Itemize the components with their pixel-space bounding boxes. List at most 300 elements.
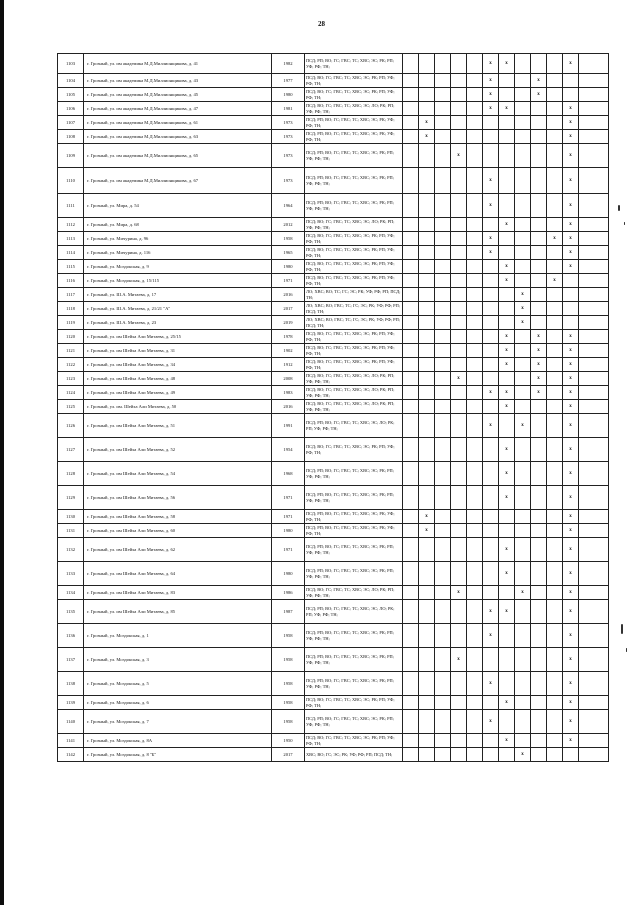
table-row <box>58 232 609 246</box>
mark-cell <box>579 358 609 372</box>
mark-cell <box>515 696 531 710</box>
mark-cell <box>403 710 419 734</box>
mark-cell <box>403 232 419 246</box>
mark-cell <box>467 372 483 386</box>
mark-cell <box>467 624 483 648</box>
mark-cell <box>419 524 435 538</box>
x-mark: x <box>425 528 428 533</box>
x-mark: x <box>569 423 572 428</box>
mark-cell <box>451 288 467 302</box>
mark-cell <box>531 600 547 624</box>
mark-cell <box>547 316 563 330</box>
x-mark: x <box>489 423 492 428</box>
mark-cell <box>403 600 419 624</box>
mark-cell <box>419 330 435 344</box>
x-mark: x <box>505 571 508 576</box>
x-mark: x <box>457 657 460 662</box>
mark-cell <box>563 438 579 462</box>
systems-cell: ПСД; РП; ВО; ГС; ГВС; ТС; ХВС; ЭС; РК; РП; УФ; РФ; ТН; <box>305 168 403 194</box>
mark-cell <box>467 302 483 316</box>
mark-cell <box>579 344 609 358</box>
mark-cell <box>579 302 609 316</box>
mark-cell <box>403 54 419 74</box>
mark-cell <box>451 74 467 88</box>
x-mark: x <box>569 514 572 519</box>
mark-cell <box>483 748 499 762</box>
x-mark: x <box>505 495 508 500</box>
mark-cell <box>579 672 609 696</box>
x-mark: x <box>505 609 508 614</box>
mark-cell <box>483 54 499 74</box>
year-cell: 1971 <box>272 510 305 524</box>
mark-cell <box>579 600 609 624</box>
mark-cell <box>419 586 435 600</box>
mark-cell <box>499 116 515 130</box>
page-number: 28 <box>318 20 325 28</box>
table-row <box>58 288 609 302</box>
mark-cell <box>483 624 499 648</box>
mark-cell <box>451 648 467 672</box>
mark-cell <box>547 510 563 524</box>
mark-cell <box>547 144 563 168</box>
mark-cell <box>563 116 579 130</box>
address-cell: г. Грозный, ул. им Шейха Али Митаева, д. 56 <box>84 486 272 510</box>
mark-cell <box>467 696 483 710</box>
mark-cell <box>531 344 547 358</box>
row-number-cell: 1135 <box>58 600 84 624</box>
mark-cell <box>531 648 547 672</box>
row-number-cell: 1126 <box>58 414 84 438</box>
mark-cell <box>499 102 515 116</box>
mark-cell <box>483 88 499 102</box>
x-mark: x <box>505 264 508 269</box>
table-row <box>58 562 609 586</box>
mark-cell <box>499 696 515 710</box>
systems-cell: ЛО; ХВС; ВО; ТС; ГС; ЭС; РК; УФ; РФ; РП; ПСД; ТН; <box>305 288 403 302</box>
mark-cell <box>419 344 435 358</box>
year-cell: 1958 <box>272 232 305 246</box>
mark-cell <box>467 168 483 194</box>
mark-cell <box>467 74 483 88</box>
row-number-cell: 1115 <box>58 260 84 274</box>
table-row <box>58 524 609 538</box>
mark-cell <box>547 462 563 486</box>
x-mark: x <box>457 590 460 595</box>
mark-cell <box>579 130 609 144</box>
x-mark: x <box>489 633 492 638</box>
x-mark: x <box>521 306 524 311</box>
address-cell: г. Грозный, ул. им Шейха Али Митаева, д. 48 <box>84 372 272 386</box>
mark-cell <box>563 246 579 260</box>
mark-cell <box>563 600 579 624</box>
mark-cell <box>515 54 531 74</box>
mark-cell <box>499 624 515 648</box>
mark-cell <box>547 330 563 344</box>
mark-cell <box>515 538 531 562</box>
mark-cell <box>451 600 467 624</box>
mark-cell <box>499 524 515 538</box>
systems-cell: ПСД; ВО; ГС; ГВС; ТС; ХВС; ЭС; РК; РП; УФ; РФ; ТН; <box>305 260 403 274</box>
address-cell: г. Грозный, ул. Ш.А. Митаева, д. 17 <box>84 288 272 302</box>
systems-cell: ПСД; РП; ВО; ГС; ГВС; ТС; ХВС; ЭС; РК; РП; УФ; РФ; ТН; <box>305 462 403 486</box>
table-row <box>58 372 609 386</box>
mark-cell <box>579 316 609 330</box>
row-number-cell: 1129 <box>58 486 84 510</box>
mark-cell <box>435 438 451 462</box>
year-cell: 1958 <box>272 710 305 734</box>
x-mark: x <box>505 278 508 283</box>
systems-cell: ПСД; РП; ВО; ГС; ГВС; ТС; ХВС; ЭС; ЛО; РК; РП; УФ; РФ; ТН; <box>305 414 403 438</box>
mark-cell <box>419 672 435 696</box>
x-mark: x <box>553 236 556 241</box>
systems-cell: ПСД; ВО; ГС; ГВС; ТС; ХВС; ЭС; РК; РП; УФ; РФ; ТН; <box>305 344 403 358</box>
year-cell: 1980 <box>272 260 305 274</box>
mark-cell <box>499 302 515 316</box>
mark-cell <box>499 486 515 510</box>
mark-cell <box>579 116 609 130</box>
mark-cell <box>483 372 499 386</box>
x-mark: x <box>537 348 540 353</box>
mark-cell <box>467 316 483 330</box>
mark-cell <box>451 748 467 762</box>
mark-cell <box>483 586 499 600</box>
mark-cell <box>515 710 531 734</box>
mark-cell <box>403 438 419 462</box>
table-row <box>58 130 609 144</box>
x-mark: x <box>505 738 508 743</box>
mark-cell <box>499 538 515 562</box>
mark-cell <box>547 486 563 510</box>
address-cell: г. Грозный, ул. им академика М.Д.Миллионщикова, д. 61 <box>84 116 272 130</box>
mark-cell <box>547 232 563 246</box>
table-row <box>58 260 609 274</box>
mark-cell <box>451 194 467 218</box>
address-cell: г. Грозный, ул. им Шейха Али Митаева, д. 62 <box>84 538 272 562</box>
table-row <box>58 302 609 316</box>
mark-cell <box>499 748 515 762</box>
mark-cell <box>563 102 579 116</box>
table-row <box>58 330 609 344</box>
row-number-cell: 1140 <box>58 710 84 734</box>
mark-cell <box>499 462 515 486</box>
mark-cell <box>499 510 515 524</box>
year-cell: 1968 <box>272 462 305 486</box>
table-row <box>58 344 609 358</box>
mark-cell <box>467 386 483 400</box>
x-mark: x <box>505 700 508 705</box>
mark-cell <box>467 486 483 510</box>
year-cell: 2008 <box>272 372 305 386</box>
mark-cell <box>499 88 515 102</box>
mark-cell <box>403 538 419 562</box>
x-mark: x <box>569 264 572 269</box>
mark-cell <box>515 144 531 168</box>
mark-cell <box>483 510 499 524</box>
mark-cell <box>451 316 467 330</box>
systems-cell: ПСД; ВО; ГС; ГВС; ТС; ХВС; ЭС; ЛО; РК; РП; УФ; РФ; ТН; <box>305 586 403 600</box>
mark-cell <box>531 438 547 462</box>
year-cell: 1971 <box>272 274 305 288</box>
mark-cell <box>563 358 579 372</box>
table-row <box>58 510 609 524</box>
mark-cell <box>531 672 547 696</box>
mark-cell <box>515 168 531 194</box>
mark-cell <box>563 218 579 232</box>
mark-cell <box>531 462 547 486</box>
mark-cell <box>547 302 563 316</box>
systems-cell: ПСД; РП; ВО; ГС; ГВС; ТС; ХВС; ЭС; РК; РП; УФ; РФ; ТН; <box>305 562 403 586</box>
systems-cell: ПСД; ВО; ГС; ГВС; ТС; ХВС; ЭС; РК; РП; УФ; РФ; ТН; <box>305 246 403 260</box>
mark-cell <box>563 462 579 486</box>
mark-cell <box>483 274 499 288</box>
mark-cell <box>483 168 499 194</box>
year-cell: 1902 <box>272 344 305 358</box>
mark-cell <box>403 168 419 194</box>
register-body <box>58 54 609 762</box>
mark-cell <box>419 438 435 462</box>
mark-cell <box>435 54 451 74</box>
mark-cell <box>483 414 499 438</box>
mark-cell <box>451 116 467 130</box>
mark-cell <box>435 648 451 672</box>
mark-cell <box>483 260 499 274</box>
mark-cell <box>451 144 467 168</box>
mark-cell <box>515 462 531 486</box>
mark-cell <box>563 316 579 330</box>
mark-cell <box>483 710 499 734</box>
mark-cell <box>531 400 547 414</box>
row-number-cell: 1138 <box>58 672 84 696</box>
year-cell: 2017 <box>272 302 305 316</box>
mark-cell <box>451 400 467 414</box>
address-cell: г. Грозный, ул. им Шейха Али Митаева, д. 49 <box>84 386 272 400</box>
systems-cell: ПСД; РП; ВО; ГС; ГВС; ТС; ХВС; ЭС; РК; РП; УФ; РФ; ТН; <box>305 194 403 218</box>
mark-cell <box>451 696 467 710</box>
address-cell: г. Грозный, ул. им Шейха Али Митаева, д. 60 <box>84 524 272 538</box>
mark-cell <box>419 462 435 486</box>
mark-cell <box>579 218 609 232</box>
mark-cell <box>515 562 531 586</box>
mark-cell <box>531 358 547 372</box>
table-row <box>58 710 609 734</box>
mark-cell <box>531 486 547 510</box>
address-cell: г. Грозный, ул. им Шейха Али Митаева, д. 34 <box>84 358 272 372</box>
address-cell: г. Грозный, ул. Моздокская, д. 3 <box>84 648 272 672</box>
table-row <box>58 586 609 600</box>
mark-cell <box>467 218 483 232</box>
systems-cell: ПСД; ВО; ГС; ГВС; ТС; ХВС; ЭС; РК; РП; УФ; РФ; ТН; <box>305 274 403 288</box>
mark-cell <box>579 510 609 524</box>
mark-cell <box>419 414 435 438</box>
mark-cell <box>579 586 609 600</box>
mark-cell <box>579 168 609 194</box>
mark-cell <box>451 168 467 194</box>
mark-cell <box>547 672 563 696</box>
mark-cell <box>499 194 515 218</box>
mark-cell <box>547 246 563 260</box>
mark-cell <box>531 562 547 586</box>
table-row <box>58 194 609 218</box>
table-row <box>58 748 609 762</box>
year-cell: 1981 <box>272 102 305 116</box>
x-mark: x <box>521 423 524 428</box>
table-row <box>58 358 609 372</box>
mark-cell <box>419 232 435 246</box>
x-mark: x <box>505 61 508 66</box>
year-cell: 1954 <box>272 438 305 462</box>
mark-cell <box>435 260 451 274</box>
mark-cell <box>499 672 515 696</box>
mark-cell <box>403 358 419 372</box>
mark-cell <box>499 218 515 232</box>
row-number-cell: 1127 <box>58 438 84 462</box>
mark-cell <box>515 748 531 762</box>
row-number-cell: 1123 <box>58 372 84 386</box>
systems-cell: ПСД; РП; ВО; ГС; ГВС; ТС; ХВС; ЭС; РК; УФ; РФ; ТН; <box>305 130 403 144</box>
mark-cell <box>563 54 579 74</box>
mark-cell <box>531 288 547 302</box>
address-cell: г. Грозный, ул. Моздокская, д. 15/115 <box>84 274 272 288</box>
mark-cell <box>579 524 609 538</box>
mark-cell <box>435 344 451 358</box>
mark-cell <box>531 130 547 144</box>
mark-cell <box>467 748 483 762</box>
year-cell: 1980 <box>272 524 305 538</box>
mark-cell <box>499 562 515 586</box>
mark-cell <box>419 218 435 232</box>
address-cell: г. Грозный, ул. Моздокская, д. 9 <box>84 260 272 274</box>
mark-cell <box>435 672 451 696</box>
mark-cell <box>467 232 483 246</box>
row-number-cell: 1137 <box>58 648 84 672</box>
x-mark: x <box>569 120 572 125</box>
mark-cell <box>419 372 435 386</box>
mark-cell <box>419 116 435 130</box>
mark-cell <box>467 88 483 102</box>
systems-cell: ПСД; РП; ВО; ГС; ГВС; ТС; ХВС; ЭС; ЛО; РК; РП; УФ; РФ; ТН; <box>305 600 403 624</box>
mark-cell <box>483 438 499 462</box>
mark-cell <box>531 232 547 246</box>
mark-cell <box>483 144 499 168</box>
row-number-cell: 1142 <box>58 748 84 762</box>
systems-cell: ПСД; ВО; ГС; ГВС; ТС; ХВС; ЭС; РК; РП; УФ; РФ; ТН; <box>305 438 403 462</box>
row-number-cell: 1112 <box>58 218 84 232</box>
year-cell: 2019 <box>272 316 305 330</box>
mark-cell <box>403 648 419 672</box>
mark-cell <box>403 414 419 438</box>
mark-cell <box>579 88 609 102</box>
row-number-cell: 1124 <box>58 386 84 400</box>
mark-cell <box>499 734 515 748</box>
mark-cell <box>483 302 499 316</box>
row-number-cell: 1107 <box>58 116 84 130</box>
mark-cell <box>467 710 483 734</box>
mark-cell <box>467 414 483 438</box>
mark-cell <box>483 316 499 330</box>
mark-cell <box>547 116 563 130</box>
table-row <box>58 88 609 102</box>
x-mark: x <box>489 78 492 83</box>
mark-cell <box>435 586 451 600</box>
mark-cell <box>515 74 531 88</box>
year-cell: 1965 <box>272 246 305 260</box>
mark-cell <box>403 330 419 344</box>
mark-cell <box>547 358 563 372</box>
x-mark: x <box>569 590 572 595</box>
x-mark: x <box>553 278 556 283</box>
x-mark: x <box>569 203 572 208</box>
mark-cell <box>403 302 419 316</box>
systems-cell: ПСД; ВО; ГС; ГВС; ТС; ХВС; ЭС; РК; РП; УФ; РФ; ТН; <box>305 734 403 748</box>
mark-cell <box>483 696 499 710</box>
mark-cell <box>403 672 419 696</box>
x-mark: x <box>569 390 572 395</box>
mark-cell <box>483 400 499 414</box>
mark-cell <box>403 586 419 600</box>
year-cell: 1964 <box>272 194 305 218</box>
mark-cell <box>547 696 563 710</box>
mark-cell <box>547 288 563 302</box>
year-cell: 1980 <box>272 88 305 102</box>
systems-cell: ПСД; РП; ВО; ГС; ГВС; ТС; ХВС; ЭС; РК; РП; УФ; РФ; ТН; <box>305 486 403 510</box>
mark-cell <box>499 710 515 734</box>
x-mark: x <box>505 447 508 452</box>
x-mark: x <box>569 222 572 227</box>
row-number-cell: 1113 <box>58 232 84 246</box>
mark-cell <box>579 696 609 710</box>
row-number-cell: 1116 <box>58 274 84 288</box>
scan-speck <box>624 222 625 225</box>
mark-cell <box>451 486 467 510</box>
mark-cell <box>419 648 435 672</box>
mark-cell <box>515 88 531 102</box>
mark-cell <box>515 386 531 400</box>
mark-cell <box>499 344 515 358</box>
year-cell: 1958 <box>272 624 305 648</box>
mark-cell <box>547 386 563 400</box>
mark-cell <box>563 130 579 144</box>
mark-cell <box>419 102 435 116</box>
mark-cell <box>531 330 547 344</box>
mark-cell <box>531 194 547 218</box>
mark-cell <box>419 710 435 734</box>
address-cell: г. Грозный, ул. им академика М.Д.Миллионщикова, д. 67 <box>84 168 272 194</box>
mark-cell <box>531 74 547 88</box>
systems-cell: ПСД; ВО; ГС; ГВС; ТС; ХВС; ЭС; РК; РП; УФ; РФ; ТН; <box>305 232 403 246</box>
mark-cell <box>531 624 547 648</box>
year-cell: 1977 <box>272 74 305 88</box>
mark-cell <box>467 510 483 524</box>
mark-cell <box>403 748 419 762</box>
row-number-cell: 1122 <box>58 358 84 372</box>
address-cell: г. Грозный, ул. им Шейха Али Митаева, д. 25/15 <box>84 330 272 344</box>
systems-cell: ПСД; ВО; ГС; ГВС; ТС; ХВС; ЭС; РК; РП; УФ; РФ; ТН; <box>305 88 403 102</box>
mark-cell <box>451 232 467 246</box>
mark-cell <box>563 524 579 538</box>
mark-cell <box>531 218 547 232</box>
x-mark: x <box>569 236 572 241</box>
mark-cell <box>531 510 547 524</box>
mark-cell <box>451 538 467 562</box>
x-mark: x <box>537 362 540 367</box>
mark-cell <box>483 648 499 672</box>
mark-cell <box>483 462 499 486</box>
mark-cell <box>563 302 579 316</box>
mark-cell <box>499 130 515 144</box>
mark-cell <box>451 102 467 116</box>
mark-cell <box>515 194 531 218</box>
mark-cell <box>547 414 563 438</box>
